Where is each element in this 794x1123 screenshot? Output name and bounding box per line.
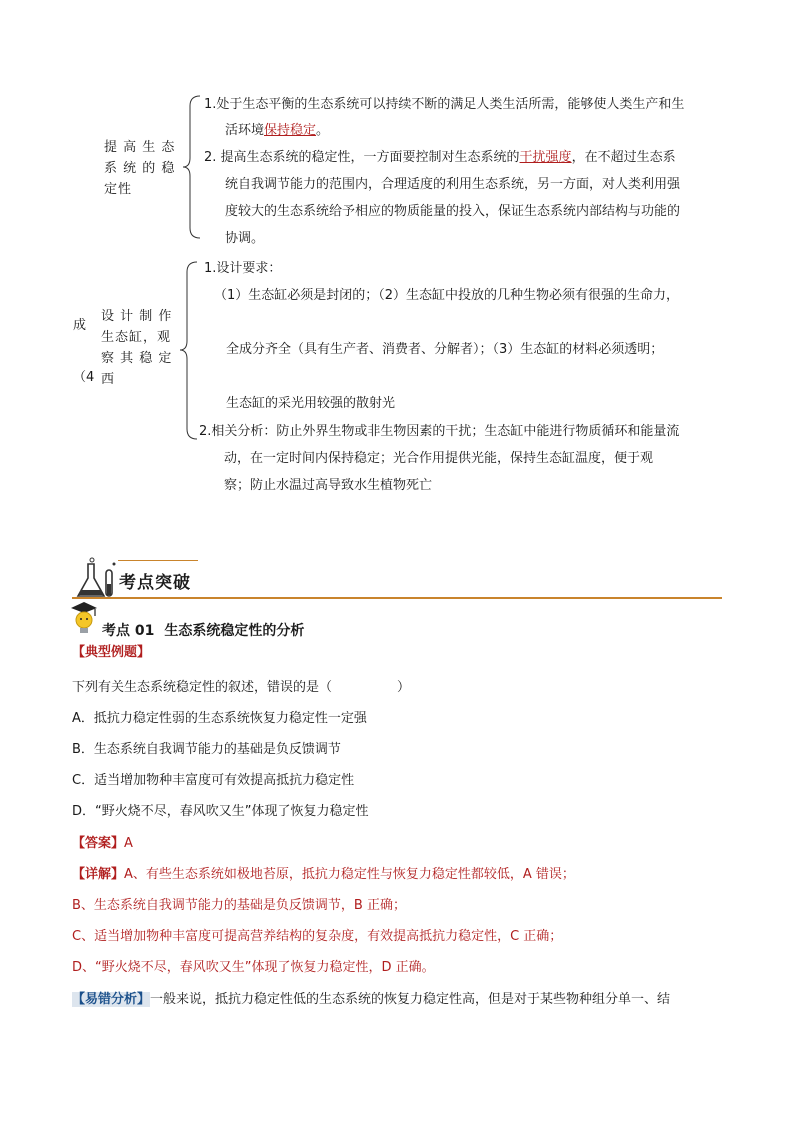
detail-line-1: 【详解】A、有些生态系统如极地苔原，抵抗力稳定性与恢复力稳定性都较低，A 错误； [72, 867, 575, 882]
g1-item1-line2: 活环境保持稳定。 [225, 123, 330, 138]
category-1-line: 提 高 生 态 [104, 140, 176, 155]
category-2-line: 设 计 制 作 [101, 309, 173, 324]
header-top-rule [118, 560, 198, 561]
g2-item2-line1: 2.相关分析：防止外界生物或非生物因素的干扰；生态缸中能进行物质循环和能量流 [199, 424, 680, 439]
highlight-disturbance: 干扰强度 [519, 150, 572, 165]
answer-tag: 【答案】 [72, 836, 125, 851]
g1-item2-line2: 统自我调节能力的范围内，合理适度的利用生态系统，另一方面，对人类利用强 [225, 177, 681, 192]
mistake-text: 一般来说，抵抗力稳定性低的生态系统的恢复力稳定性高，但是对于某些物种组分单一、结 [150, 992, 671, 1007]
category-1-line: 定性 [104, 182, 133, 197]
answer-line [72, 832, 133, 851]
detail-line-4: D、“野火烧不尽，春风吹又生”体现了恢复力稳定性，D 正确。 [72, 960, 435, 975]
section-title: 考点突破 [119, 573, 191, 593]
category-1 [104, 137, 175, 200]
lab-flask-icon [72, 556, 120, 600]
question-text: 下列有关生态系统稳定性的叙述，错误的是（ ） [72, 680, 411, 695]
category-2 [101, 306, 172, 390]
detail-line-2: B、生态系统自我调节能力的基础是负反馈调节，B 正确； [72, 898, 406, 913]
g1-item2-line1: 2. 提高生态系统的稳定性，一方面要控制对生态系统的干扰强度，在不超过生态系 [204, 150, 676, 165]
g2-item1-line2: 全成分齐全（具有生产者、消费者、分解者）；（3）生态缸的材料必须透明； [226, 342, 664, 357]
detail-tag: 【详解】 [72, 867, 125, 882]
highlight-keep-stable: 保持稳定 [264, 123, 317, 138]
option-a: A．抵抗力稳定性弱的生态系统恢复力稳定性一定强 [72, 711, 367, 726]
g2-item1-title: 1.设计要求： [204, 261, 282, 276]
category-2-line: 察 其 稳 定 [101, 351, 173, 366]
option-d: D．“野火烧不尽，春风吹又生”体现了恢复力稳定性 [72, 804, 369, 819]
example-tag: 【典型例题】 [72, 645, 151, 660]
g2-item1-line1: （1）生态缸必须是封闭的；（2）生态缸中投放的几种生物必须有很强的生命力， [214, 288, 680, 303]
topic-heading [102, 620, 304, 640]
answer-value: A [124, 836, 133, 851]
category-1-line: 系 统 的 稳 [104, 161, 176, 176]
g2-item2-line2: 动，在一定时间内保持稳定；光合作用提供光能，保持生态缸温度，便于观 [224, 451, 654, 466]
option-c: C．适当增加物种丰富度可有效提高抵抗力稳定性 [72, 773, 355, 788]
option-b: B．生态系统自我调节能力的基础是负反馈调节 [72, 742, 341, 757]
g2-item2-line3: 察；防止水温过高导致水生植物死亡 [224, 478, 433, 493]
detail-line-3: C、适当增加物种丰富度可提高营养结构的复杂度，有效提高抵抗力稳定性，C 正确； [72, 929, 563, 944]
g1-item1-line1: 1.处于生态平衡的生态系统可以持续不断的满足人类生活所需，能够使人类生产和生 [204, 97, 685, 112]
cut-left-1: 成 [73, 318, 87, 333]
g2-item1-line3: 生态缸的采光用较强的散射光 [226, 396, 396, 411]
topic-label: 考点 01 [102, 623, 155, 639]
brace-2 [177, 258, 201, 443]
category-2-line: 生态缸，观 [101, 330, 172, 345]
g1-item2-line3: 度较大的生态系统给予相应的物质能量的投入，保证生态系统内部结构与功能的 [225, 204, 681, 219]
mistake-tag: 【易错分析】 [72, 992, 151, 1007]
g1-item2-line4: 协调。 [225, 231, 265, 246]
mistake-line [72, 988, 670, 1007]
scholar-bulb-icon [69, 600, 99, 636]
category-2-line: 西 [101, 372, 116, 387]
cut-left-2: （4 [73, 370, 95, 385]
topic-title: 生态系统稳定性的分析 [164, 623, 305, 639]
header-bottom-rule [72, 597, 722, 599]
brace-1 [180, 92, 204, 242]
